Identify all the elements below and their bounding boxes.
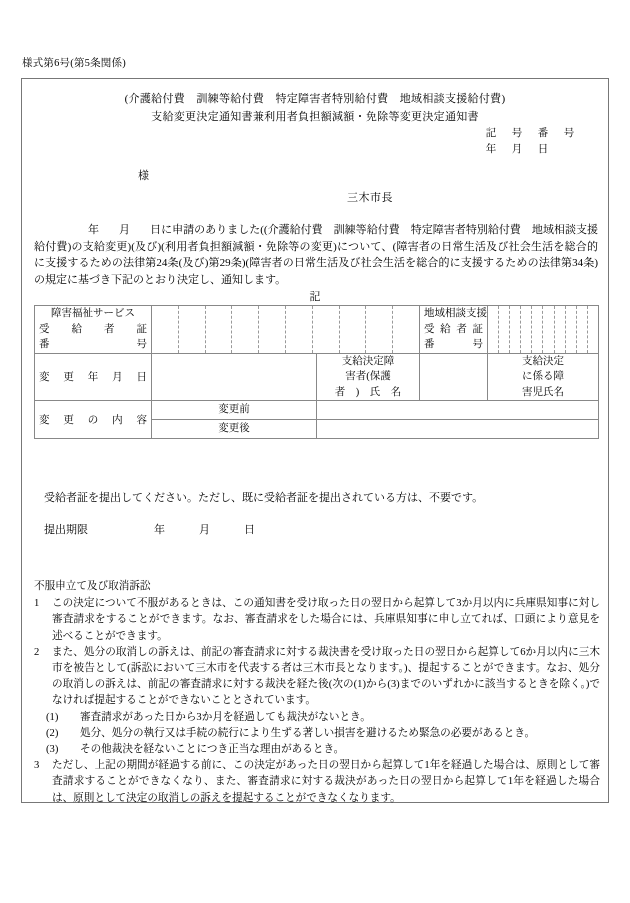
digit-cell[interactable]	[488, 306, 499, 353]
appeal-subitem-3	[34, 742, 600, 758]
change-date-label: 変 更 年 月 日	[39, 372, 147, 384]
digit-cell[interactable]	[521, 306, 532, 353]
cell-label-before: 変更前	[152, 401, 317, 420]
welfare-cert-line2: 受 給 者 証	[39, 323, 147, 335]
gou-label: 号	[511, 128, 523, 139]
recipient-name-line3: 者 ) 氏 名	[334, 386, 402, 398]
cell-change-date-value[interactable]	[152, 353, 317, 401]
gou2-label: 号	[563, 128, 575, 139]
appeal-heading: 不服申立て及び取消訴訟	[34, 581, 151, 592]
digit-cell[interactable]	[543, 306, 554, 353]
cell-label-change-content	[35, 401, 152, 439]
digit-cell[interactable]	[152, 306, 179, 353]
recipient-name-line1: 支給決定障	[341, 355, 395, 367]
cell-label-after: 変更後	[152, 420, 317, 439]
reference-label-row	[478, 126, 582, 142]
cell-label-welfare-cert	[35, 306, 152, 354]
appeal-subitem-2-number: (2)	[46, 727, 59, 739]
table-row-change-date-names	[35, 353, 599, 401]
deadline-label: 提出期限	[44, 524, 88, 536]
appeal-item-1	[34, 596, 600, 645]
deadline-month-label: 月	[199, 524, 210, 536]
ban-label: 番	[537, 128, 549, 139]
digit-cell[interactable]	[499, 306, 510, 353]
appeal-subitem-2-text: 処分、処分の執行又は手続の続行により生ずる著しい損害を避けるため緊急の必要があるとき。	[80, 727, 536, 739]
submit-note: 受給者証を提出してください。ただし、既に受給者証を提出されている方は、不要です。	[44, 492, 484, 504]
child-name-line2: に係る障	[522, 371, 564, 382]
appeal-subitem-1	[34, 710, 600, 726]
digit-cell[interactable]	[366, 306, 393, 353]
cell-before-value[interactable]	[317, 401, 599, 420]
appeal-item-1-number: 1	[34, 598, 40, 610]
welfare-cert-line3: 番 号	[39, 339, 147, 350]
addressee-suffix: 様	[138, 170, 149, 182]
change-content-label: 変 更 の 内 容	[39, 415, 147, 426]
regional-cert-number-digits[interactable]	[488, 306, 598, 353]
appeal-item-3-number: 3	[34, 760, 40, 772]
child-name-line3: 害児氏名	[522, 386, 564, 398]
year-label: 年	[485, 144, 497, 155]
decision-table	[34, 305, 599, 439]
ki-marker: 記	[309, 291, 321, 303]
cell-regional-cert-number[interactable]	[488, 306, 599, 354]
issuer-name: 三木市長	[347, 192, 393, 204]
digit-cell[interactable]	[313, 306, 340, 353]
body-paragraph	[34, 222, 598, 288]
digit-cell[interactable]	[510, 306, 521, 353]
reference-number-block	[478, 126, 582, 158]
digit-cell[interactable]	[555, 306, 566, 353]
digit-cell[interactable]	[286, 306, 313, 353]
appeal-item-2	[34, 645, 600, 710]
cell-label-recipient-name	[317, 353, 420, 401]
form-number: 様式第6号(第5条関係)	[22, 58, 126, 69]
digit-cell[interactable]	[566, 306, 577, 353]
appeal-item-2-text: また、処分の取消しの訴えは、前記の審査請求に対する裁決書を受け取った日の翌日から起算して6か月以内に三木市を被告として(訴訟において三木市を代表する者は三木市長となります。)、提起することができます。なお、処分の取消しの訴えは、前記の審査請求に対する裁決を経た後(次の(1)から(3)までのいずれかに該当するときを除く。)でなければ提起することができないこととされています。	[52, 646, 600, 707]
application-month-label: 月	[119, 224, 131, 236]
digit-cell[interactable]	[179, 306, 206, 353]
digit-cell[interactable]	[259, 306, 286, 353]
appeal-subitem-3-number: (3)	[46, 744, 59, 756]
welfare-cert-line1: 障害福祉サービス	[51, 308, 135, 319]
cell-recipient-name-value[interactable]	[420, 353, 488, 401]
regional-cert-line1: 地 域 相 談 支 援	[424, 308, 487, 319]
appeal-item-3	[34, 758, 600, 807]
cell-after-value[interactable]	[317, 420, 599, 439]
appeal-subitem-1-number: (1)	[46, 711, 59, 723]
body-paragraph-text: 日に申請のありました((介護給付費 訓練等給付費 特定障害者特別給付費 地域相談支援給付費)の支給変更)(及び)(利用者負担額減額・免除等の変更)について、(障害者の日常生活及び社会生活を総合的に支援するための法律第24条(及び)第29条)(障害者の日常生活及び社会生活を総合的に支援するための法律第34条)の規定に基づき下記のとおり決定し、通知します。	[34, 224, 598, 286]
deadline-day-label: 日	[244, 524, 255, 536]
digit-cell[interactable]	[577, 306, 588, 353]
deadline-row	[44, 521, 255, 537]
cell-label-regional-cert	[420, 306, 488, 354]
welfare-cert-number-digits[interactable]	[152, 306, 419, 353]
digit-cell[interactable]	[393, 306, 419, 353]
cell-welfare-cert-number[interactable]	[152, 306, 420, 354]
appeal-item-2-number: 2	[34, 646, 40, 658]
deadline-year-label: 年	[154, 524, 165, 536]
appeal-subitem-1-text: 審査請求があった日から3か月を経過しても裁決がないとき。	[80, 711, 371, 723]
application-year-label: 年	[88, 224, 100, 236]
kigou-label: 記	[485, 128, 497, 139]
child-name-line1: 支給決定	[522, 355, 564, 367]
appeal-subitem-3-text: その他裁決を経ないことにつき正当な理由があるとき。	[80, 744, 345, 756]
cell-label-change-date	[35, 353, 152, 401]
appeal-section	[34, 579, 600, 807]
table-row-change-before	[35, 401, 599, 420]
regional-cert-line3: 番 号	[424, 339, 483, 350]
month-label: 月	[511, 144, 523, 155]
cell-label-child-name	[488, 353, 599, 401]
digit-cell[interactable]	[340, 306, 367, 353]
digit-cell[interactable]	[532, 306, 543, 353]
digit-cell[interactable]	[232, 306, 259, 353]
day-label: 日	[537, 144, 549, 155]
regional-cert-line2: 受 給 者 証	[424, 323, 483, 335]
reference-date-row	[478, 142, 582, 158]
title-line-2: 支給変更決定通知書兼利用者負担額減額・免除等変更決定通知書	[151, 111, 479, 123]
title-line-1: (介護給付費 訓練等給付費 特定障害者特別給付費 地域相談支援給付費)	[124, 93, 506, 105]
appeal-item-3-text: ただし、上記の期間が経過する前に、この決定があった日の翌日から起算して1年を経過した場合は、原則として審査請求することができなくなり、また、審査請求に対する裁決があった日の翌日から起算して1年を経過した場合は、原則として決定の取消しの訴えを提起することができなくなります。	[52, 760, 600, 804]
notice-frame	[21, 78, 609, 803]
digit-cell[interactable]	[206, 306, 233, 353]
table-row-certificate-numbers	[35, 306, 599, 354]
appeal-item-1-text: この決定について不服があるときは、この通知書を受け取った日の翌日から起算して3か月以内に兵庫県知事に対し審査請求をすることができます。なお、審査請求をした場合には、兵庫県知事に申し立てれば、口頭により意見を述べることができます。	[52, 598, 600, 642]
recipient-name-line2: 害者(保護	[345, 371, 391, 382]
digit-cell[interactable]	[588, 306, 598, 353]
appeal-subitem-2	[34, 726, 600, 742]
